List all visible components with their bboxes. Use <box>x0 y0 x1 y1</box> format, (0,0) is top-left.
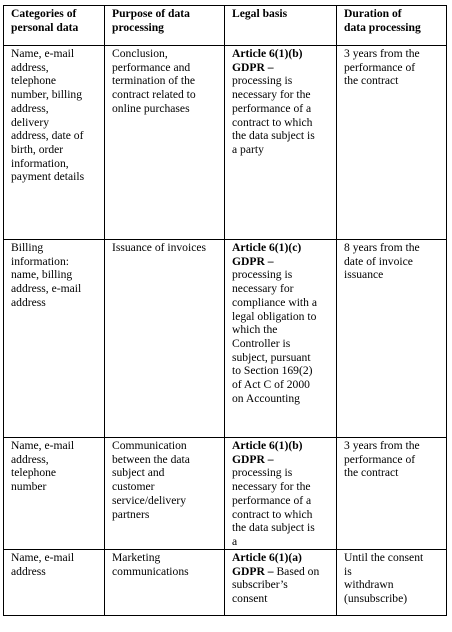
document-page <box>3 5 447 616</box>
table-row <box>4 550 447 616</box>
table-row <box>4 240 447 438</box>
cell-categories: Name, e-mail address, telephone number <box>4 438 105 550</box>
header-legal-basis: Legal basis <box>225 6 337 46</box>
legal-text: Based on subscriber’s consent <box>232 564 320 606</box>
cell-purpose: Marketing communications <box>105 550 225 616</box>
legal-article: Article 6(1)(b) GDPR – <box>232 439 303 466</box>
cell-duration: Until the consent is withdrawn (unsubscribe) <box>337 550 447 616</box>
legal-article: Article 6(1)(a) GDPR – <box>232 551 302 578</box>
table-row <box>4 438 447 550</box>
cell-categories: Billing information: name, billing address, e-mail address <box>4 240 105 438</box>
cell-duration: 3 years from the performance of the contract <box>337 46 447 240</box>
header-categories: Categories of personal data <box>4 6 105 46</box>
cell-categories: Name, e-mail address, telephone number, billing address, delivery address, date of birth, order information, payment details <box>4 46 105 240</box>
header-purpose: Purpose of data processing <box>105 6 225 46</box>
cell-purpose: Communication between the data subject and customer service/delivery partners <box>105 438 225 550</box>
cell-purpose: Conclusion, performance and termination of the contract related to online purchases <box>105 46 225 240</box>
legal-text: processing is necessary for the performance of a contract to which the data subject is a party <box>232 74 315 156</box>
legal-article: Article 6(1)(c) GDPR – <box>232 241 302 268</box>
table-header-row <box>4 6 447 46</box>
data-processing-table <box>3 5 447 616</box>
header-duration: Duration of data processing <box>337 6 447 46</box>
legal-text: processing is necessary for compliance with a legal obligation to which the Controller is subject, pursuant to Section 169(2) of Act C of 2000 on Accounting <box>232 268 317 405</box>
table-row <box>4 46 447 240</box>
legal-article: Article 6(1)(b) GDPR – <box>232 47 303 74</box>
cell-duration: 3 years from the performance of the contract <box>337 438 447 550</box>
cell-legal-basis <box>225 46 337 240</box>
cell-categories: Name, e-mail address <box>4 550 105 616</box>
cell-legal-basis <box>225 550 337 616</box>
cell-legal-basis <box>225 240 337 438</box>
legal-text: processing is necessary for the performance of a contract to which the data subject is a <box>232 466 315 548</box>
cell-legal-basis <box>225 438 337 550</box>
cell-duration: 8 years from the date of invoice issuance <box>337 240 447 438</box>
cell-purpose: Issuance of invoices <box>105 240 225 438</box>
